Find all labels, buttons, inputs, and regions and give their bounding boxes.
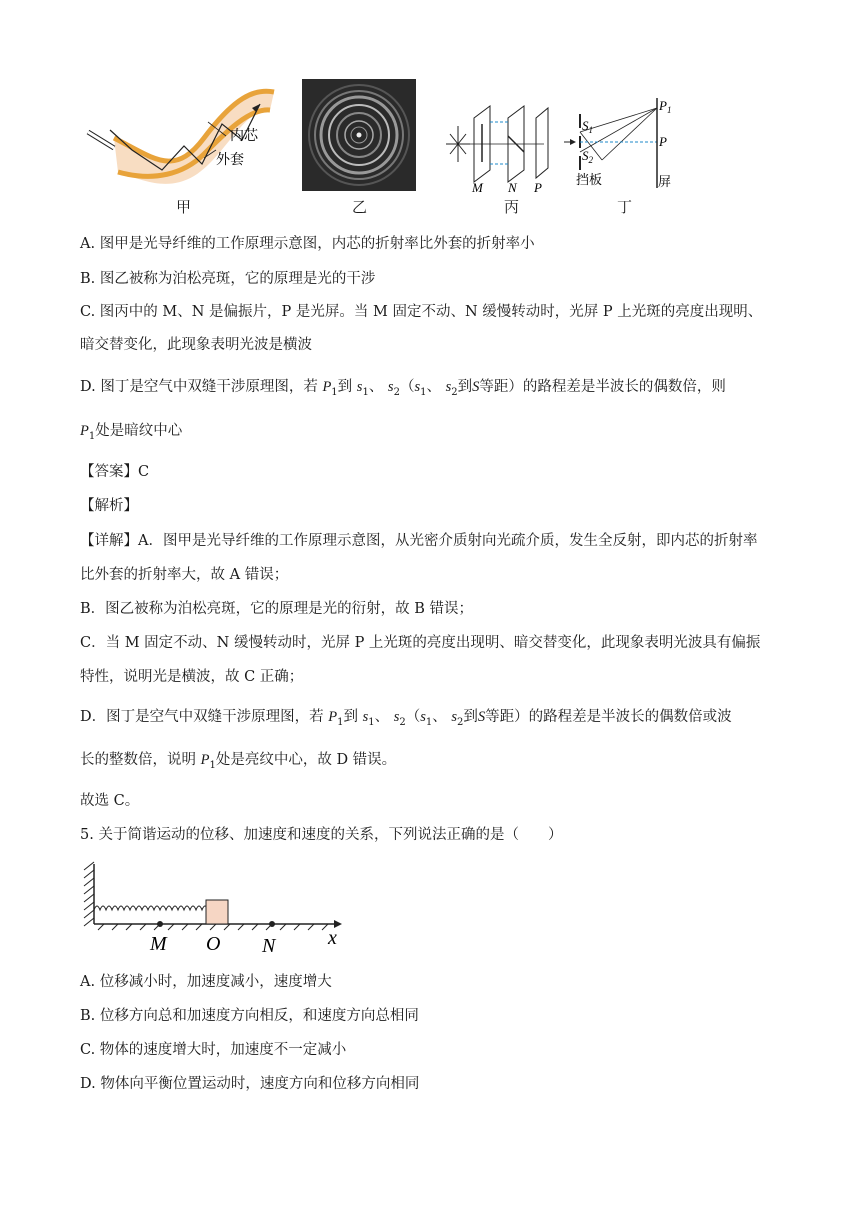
figure-yi-poisson-spot [302,79,416,191]
figure-jia-optical-fiber [84,78,284,190]
q4-detail-d-line1: D．图丁是空气中双缝干涉原理图，若 $P_1$到 $s_1$、 $s_2(s_1$、 $s_2$到S等距）的路程差是半波长的偶数倍或波 [80,709,732,728]
q4-option-b: B. 图乙被称为泊松亮斑，它的原理是光的干涉 [80,271,376,287]
label-p: P [659,134,667,149]
q4-detail-d-line2: 长的整数倍，说明 $P_1$处是亮纹中心，故 D 错误。 [80,752,397,771]
caption-yi: 乙 [352,198,368,216]
label-m: M [472,180,483,195]
q4-option-a: A. 图甲是光导纤维的工作原理示意图，内芯的折射率比外套的折射率小 [80,236,535,252]
q4-option-d-line2: $P_1$处是暗纹中心 [80,423,183,442]
q5-option-d: D. 物体向平衡位置运动时，速度方向和位移方向相同 [80,1076,420,1092]
figure-bing-polarizers [444,100,556,196]
label-baffle: 挡板 [576,172,603,187]
label-s2: $S_2$ [582,148,593,165]
label-p1: $P_1$ [659,98,672,115]
caption-jia: 甲 [176,198,192,216]
q5-option-a: A. 位移减小时，加速度减小，速度增大 [80,974,332,990]
label-cladding: 外套 [216,153,244,168]
q4-answer: 【答案】C [80,464,150,480]
caption-ding: 丁 [617,198,633,216]
q4-detail-a-line2: 比外套的折射率大，故 A 错误； [80,567,289,583]
label-n: N [508,180,517,195]
label-s1: $S_1$ [582,118,593,135]
label-p: P [534,180,542,195]
q4-option-c-line2: 暗交替变化，此现象表明光波是横波 [80,337,312,353]
figure-q5-spring-oscillator [82,858,352,958]
label-o-point: O [206,933,221,955]
label-screen: 屏 [658,174,672,189]
label-m-point: M [150,933,167,955]
figure-ding-double-slit [562,94,684,192]
q4-detail-b: B．图乙被称为泊松亮斑，它的原理是光的衍射，故 B 错误； [80,601,474,617]
q4-analysis-title: 【解析】 [80,498,138,514]
q5-option-c: C. 物体的速度增大时，加速度不一定减小 [80,1042,347,1058]
q4-conclusion: 故选 C。 [80,793,140,809]
q4-detail-c-line1: C．当 M 固定不动、N 缓慢转动时，光屏 P 上光斑的亮度出现明、暗交替变化，此现象表明光波具有偏振 [80,635,761,651]
q4-detail-a-line1: 【详解】A．图甲是光导纤维的工作原理示意图，从光密介质射向光疏介质，发生全反射，即内芯的折射率 [80,533,758,549]
label-n-point: N [262,935,276,957]
caption-bing: 丙 [504,198,520,216]
label-x-axis: x [328,927,337,949]
q5-stem: 5. 关于简谐运动的位移、加速度和速度的关系，下列说法正确的是（ ） [80,827,563,843]
q4-detail-c-line2: 特性，说明光是横波，故 C 正确； [80,669,304,685]
label-core: 内芯 [230,129,258,144]
q4-option-d-line1: D. 图丁是空气中双缝干涉原理图，若 $P_1$到 $s_1$、 $s_2(s_1$、 $s_2$到S等距）的路程差是半波长的偶数倍，则 [80,379,726,398]
q5-option-b: B. 位移方向总和加速度方向相反，和速度方向总相同 [80,1008,419,1024]
q4-option-c-line1: C. 图丙中的 M、N 是偏振片，P 是光屏。当 M 固定不动、N 缓慢转动时，光屏 P 上光斑的亮度出现明、 [80,304,763,320]
